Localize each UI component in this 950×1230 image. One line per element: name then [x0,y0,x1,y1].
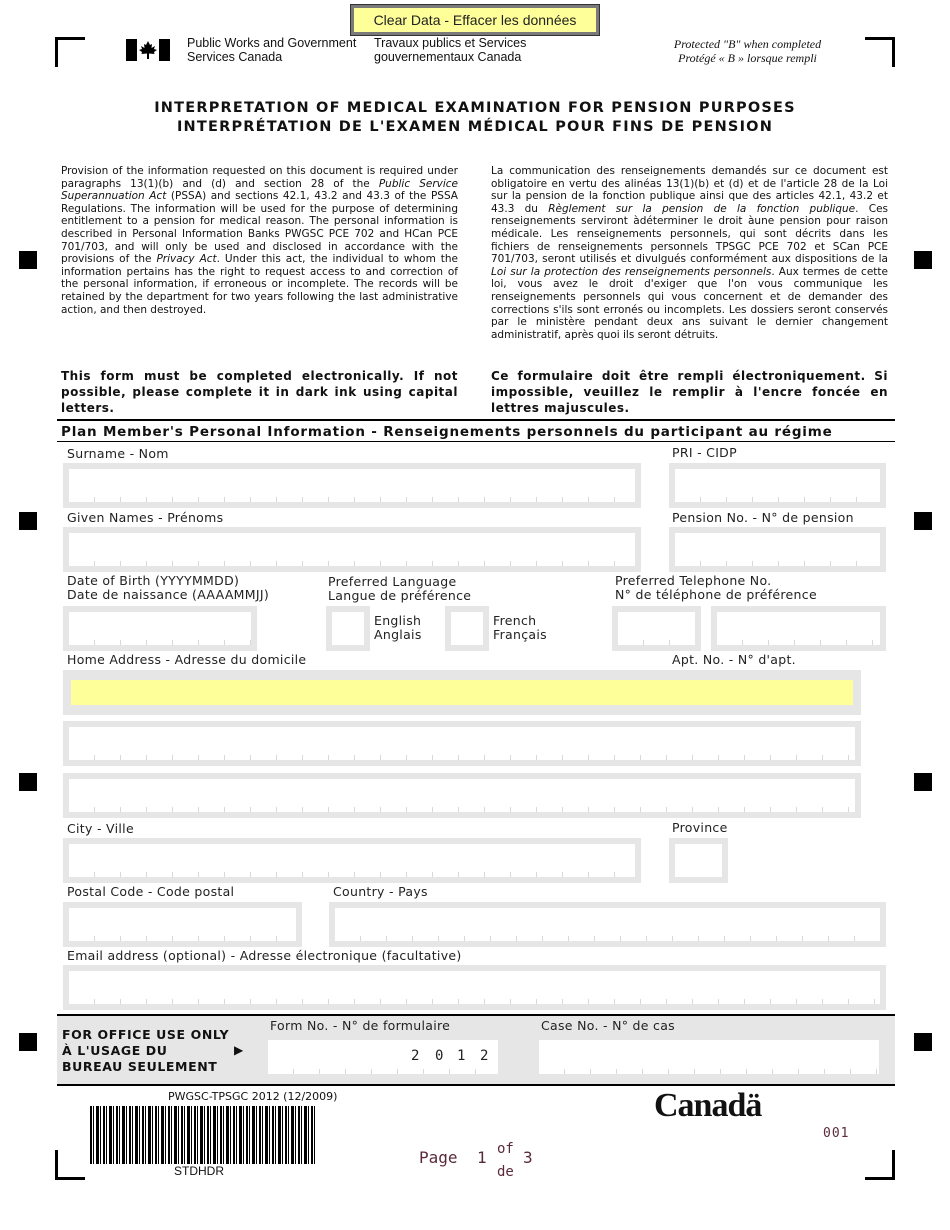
office-use-line1: FOR OFFICE USE ONLY [62,1027,230,1042]
language-label-en: Preferred Language [328,574,457,589]
form-no-field [268,1040,498,1074]
dob-label [67,574,269,602]
instructions-fr: Ce formulaire doit être rempli électroniquement. Si impossible, veuillez le remplir à l'encre foncée en lettres majuscules. [491,369,888,415]
form-no-digit: 1 [457,1048,466,1064]
case-no-field [539,1040,879,1074]
francais-text: Français [493,627,547,642]
department-name-en-line1: Public Works and Government [187,36,357,50]
address-line2-input[interactable] [63,721,861,766]
language-label-fr: Langue de préférence [328,588,472,603]
registration-mark [19,512,37,530]
protected-notice-fr: Protégé « B » lorsque rempli [678,51,817,65]
city-label: City - Ville [67,821,134,836]
country-label: Country - Pays [333,884,428,899]
case-no-label: Case No. - N° de cas [541,1018,675,1033]
french-text: French [493,613,537,628]
privacy-notice-fr [491,165,888,341]
canada-flag-icon [126,39,170,61]
anglais-text: Anglais [374,627,422,642]
form-no-digit: 0 [435,1048,444,1064]
act-name: Privacy Act [156,253,217,266]
address-line3-input[interactable] [63,773,861,818]
dob-label-fr: Date de naissance (AAAAMMJJ) [67,587,269,602]
province-input[interactable] [669,838,728,883]
form-no-digit: 2 [480,1048,489,1064]
department-name-fr [374,36,526,64]
french-option-label [493,614,547,642]
registration-mark [19,251,37,269]
pension-no-label: Pension No. - N° de pension [672,510,854,525]
pension-no-input[interactable] [669,527,886,572]
department-name-fr-line1: Travaux publics et Services [374,36,527,50]
page-de: de [497,1164,514,1180]
corner-mark-top-right [865,37,895,67]
phone-label-fr: N° de téléphone de préférence [615,587,817,602]
privacy-notice-en [61,165,458,316]
form-title-fr: INTERPRÉTATION DE L'EXAMEN MÉDICAL POUR FINS DE PENSION [176,119,774,135]
dob-input[interactable] [63,606,257,651]
registration-mark [914,512,932,530]
pri-label: PRI - CIDP [672,445,737,460]
registration-mark [914,773,932,791]
barcode-image [90,1106,315,1164]
act-name: Règlement sur la pension de la fonction publique [548,202,856,215]
privacy-text: Provision of the information requested on this document is required under paragraphs 13(1)(b) and (d) and section 28 of the [61,165,458,190]
email-label: Email address (optional) - Adresse électronique (facultative) [67,948,462,963]
form-title-en: INTERPRETATION OF MEDICAL EXAMINATION FOR PENSION PURPOSES [154,100,796,116]
privacy-text: . Aux termes de cette loi, vous avez le droit d'exiger que l'on vous communique les renseignements personnels qui vous concernent et de demander des corrections s'ils sont erronés ou incomplets. Les dossiers seront conservés par le ministère pendant deux ans suivant le dernier changement administratif, après quoi ils seront détruits. [491,265,888,341]
french-checkbox[interactable] [445,606,489,651]
page-total: 3 [523,1148,533,1167]
privacy-text: . Under this act, the individual to whom the information pertains has the right to request access to and correction of the personal information, if erroneous or incomplete. The records will be retained by the department for two years following the last administrative action, and then destroyed. [61,253,458,316]
office-use-line2: À L'USAGE DU [62,1043,168,1058]
clear-data-button[interactable]: Clear Data - Effacer les données [351,5,599,35]
english-text: English [374,613,422,628]
office-use-label [62,1027,229,1075]
postal-code-input[interactable] [63,902,302,947]
privacy-text: La communication des renseignements demandés sur ce document est obligatoire en vertu des alinéas 13(1)(b) et (d) et de l'article 28 de la Loi sur la pension de la fonction publique ainsi que des articles 42.1, 43.2 et 43.3 du [491,165,888,215]
page-number: 1 [477,1148,487,1167]
phone-label-en: Preferred Telephone No. [615,573,772,588]
right-arrow-icon: ▶ [234,1043,244,1057]
given-names-label: Given Names - Prénoms [67,510,224,525]
postal-code-label: Postal Code - Code postal [67,884,235,899]
barcode-label: STDHDR [174,1164,224,1178]
page-prefix: Page [419,1148,458,1167]
page-of: of [497,1141,514,1157]
protected-notice [655,37,840,65]
english-checkbox[interactable] [326,606,370,651]
phone-number-input[interactable] [711,606,886,651]
form-no-label: Form No. - N° de formulaire [270,1018,451,1033]
section-rule-top [57,419,895,421]
home-address-label: Home Address - Adresse du domicile [67,652,307,667]
canada-wordmark: Canadä [654,1087,762,1124]
department-name-fr-line2: gouvernementaux Canada [374,50,522,64]
registration-mark [914,251,932,269]
act-name: Loi sur la protection des renseignements personnels [491,265,772,278]
section-rule-bottom [57,441,895,442]
phone-label [615,574,817,602]
registration-mark [914,1033,932,1051]
dob-label-en: Date of Birth (YYYYMMDD) [67,573,240,588]
department-name-en-line2: Services Canada [187,50,283,64]
privacy-text: . Ces renseignements serviront àdéterminer le droit àune pension pour raison médicale. Les renseignements personnels, qui sont décrits dans les fichiers de renseignements personnels TPSGC PCE 702 et SCan PCE 701/703, seront utilisés et divulgués conformément aux dispositions de la [491,202,889,266]
office-rule-bottom [57,1084,895,1086]
registration-mark [19,1033,37,1051]
address-line1-input[interactable] [63,670,861,715]
office-use-line3: BUREAU SEULEMENT [62,1059,218,1074]
corner-mark-bottom-left [55,1150,85,1180]
department-name-en [187,36,356,64]
registration-mark [19,773,37,791]
form-code: PWGSC-TPSGC 2012 (12/2009) [168,1090,338,1103]
country-input[interactable] [329,902,886,947]
corner-mark-top-left [55,37,85,67]
page-code: 001 [823,1126,850,1141]
section-title: Plan Member's Personal Information - Renseignements personnels du participant au régime [61,424,833,440]
surname-input[interactable] [63,463,641,508]
act-name: Public Service Superannuation Act [61,177,458,203]
surname-label: Surname - Nom [67,446,169,461]
instructions-en: This form must be completed electronically. If not possible, please complete it in dark ink using capital letters. [61,369,458,415]
city-input[interactable] [63,838,641,883]
protected-notice-en: Protected "B" when completed [673,37,822,51]
apt-no-label: Apt. No. - N° d'apt. [672,652,796,667]
corner-mark-bottom-right [865,1150,895,1180]
pri-input[interactable] [669,463,886,508]
given-names-input[interactable] [63,527,641,572]
form-no-digit: 2 [411,1048,420,1064]
privacy-text: (PSSA) and sections 42.1, 43.2 and 43.3 of the PSSA Regulations. The information will be used for the purpose of determining entitlement to a pension for medical reason. The personal information is described in Personal Information Banks PWGSC PCE 702 and HCan PCE 701/703, and will only be used and disclosed in accordance with the provisions of the [61,190,458,266]
phone-area-code-input[interactable] [612,606,701,651]
email-input[interactable] [63,965,886,1010]
language-label [328,575,471,603]
english-option-label [374,614,422,642]
province-label: Province [672,820,728,835]
